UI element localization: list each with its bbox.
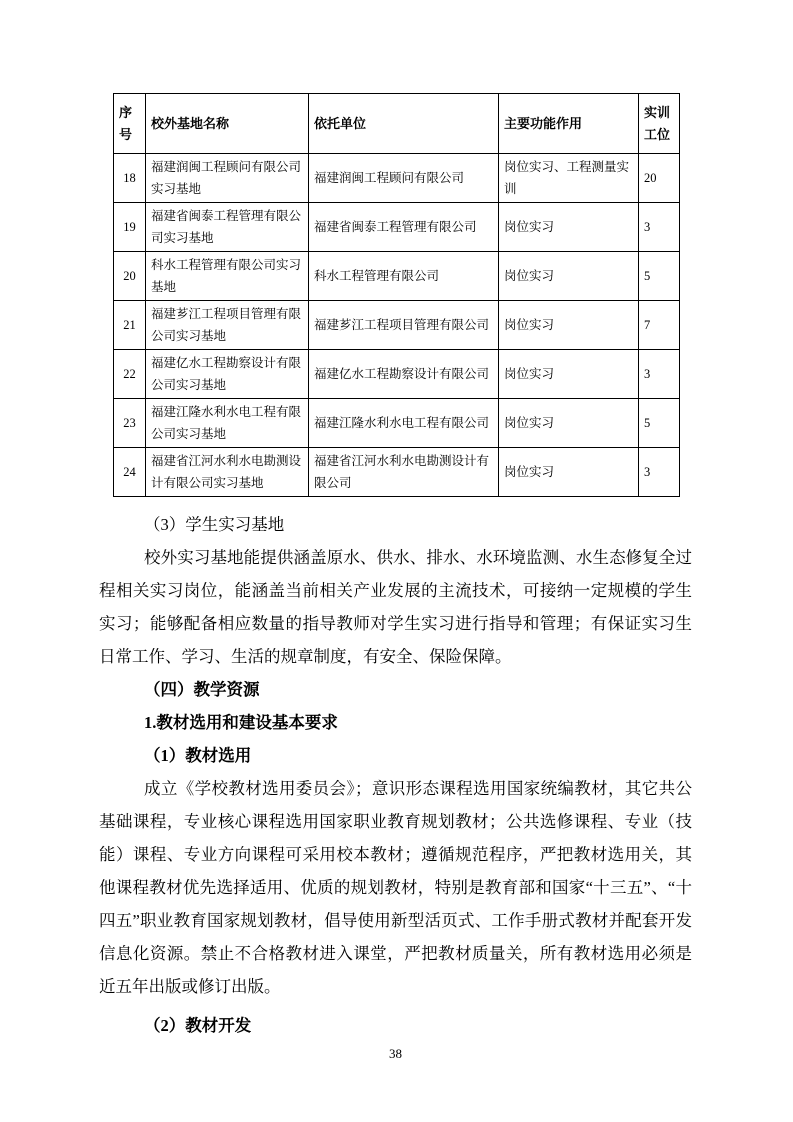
item-heading-textbook-development: （2）教材开发 [144, 1016, 252, 1035]
cell-function: 岗位实习 [499, 399, 639, 448]
cell-base-name: 福建江隆水利水电工程有限公司实习基地 [146, 399, 309, 448]
cell-function: 岗位实习 [499, 448, 639, 497]
table-row [114, 301, 680, 350]
cell-function: 岗位实习、工程测量实训 [499, 154, 639, 203]
cell-function: 岗位实习 [499, 203, 639, 252]
cell-slots: 20 [639, 154, 680, 203]
section-heading-teaching-resources: （四）教学资源 [144, 680, 260, 699]
cell-no: 24 [114, 448, 146, 497]
header-cell-function: 主要功能作用 [499, 94, 639, 154]
cell-slots: 5 [639, 252, 680, 301]
cell-no: 23 [114, 399, 146, 448]
cell-no: 22 [114, 350, 146, 399]
header-cell-no: 序号 [114, 94, 146, 154]
paragraph-textbook-selection: 成立《学校教材选用委员会》；意识形态课程选用国家统编教材，其它共公基础课程，专业核心课程选用国家职业教育规划教材；公共选修课程、专业（技能）课程、专业方向课程可采用校本教材；遵循规范程序，严把教材选用关，其他课程教材优先选择适用、优质的规划教材，特别是教育部和国家“十三五”、“十四五”职业教育国家规划教材，倡导使用新型活页式、工作手册式教材并配套开发信息化资源。禁止不合格教材进入课堂，严把教材质量关，所有教材选用必须是近五年出版或修订出版。 [99, 779, 692, 996]
cell-unit: 福建江隆水利水电工程有限公司 [309, 399, 499, 448]
table-row [114, 350, 680, 399]
cell-slots: 3 [639, 203, 680, 252]
cell-unit: 福建省江河水利水电勘测设计有限公司 [309, 448, 499, 497]
item-heading-textbook-selection: （1）教材选用 [144, 746, 252, 765]
cell-unit: 福建芗江工程项目管理有限公司 [309, 301, 499, 350]
cell-no: 18 [114, 154, 146, 203]
cell-unit: 科水工程管理有限公司 [309, 252, 499, 301]
header-cell-base-name: 校外基地名称 [146, 94, 309, 154]
header-cell-slots: 实训工位 [639, 94, 680, 154]
table-row [114, 203, 680, 252]
cell-slots: 3 [639, 350, 680, 399]
subsection-heading-textbook-requirements: 1.教材选用和建设基本要求 [144, 713, 338, 732]
body-text [99, 508, 692, 1064]
cell-base-name: 福建润闽工程顾问有限公司实习基地 [146, 154, 309, 203]
paragraph-internship-bases: 校外实习基地能提供涵盖原水、供水、排水、水环境监测、水生态修复全过程相关实习岗位，能涵盖当前相关产业发展的主流技术，可接纳一定规模的学生实习；能够配备相应数量的指导教师对学生实习进行指导和管理；有保证实习生日常工作、学习、生活的规章制度，有安全、保险保障。 [99, 548, 692, 666]
cell-no: 21 [114, 301, 146, 350]
cell-function: 岗位实习 [499, 252, 639, 301]
table-row [114, 154, 680, 203]
cell-unit: 福建亿水工程勘察设计有限公司 [309, 350, 499, 399]
cell-base-name: 福建亿水工程勘察设计有限公司实习基地 [146, 350, 309, 399]
cell-function: 岗位实习 [499, 301, 639, 350]
cell-function: 岗位实习 [499, 350, 639, 399]
table-row [114, 448, 680, 497]
section-heading-student-bases: （3）学生实习基地 [144, 515, 285, 534]
cell-slots: 5 [639, 399, 680, 448]
table-header-row [114, 94, 680, 154]
cell-unit: 福建润闽工程顾问有限公司 [309, 154, 499, 203]
header-cell-unit: 依托单位 [309, 94, 499, 154]
cell-base-name: 福建省闽泰工程管理有限公司实习基地 [146, 203, 309, 252]
cell-slots: 7 [639, 301, 680, 350]
page-content [99, 93, 692, 1064]
table-row [114, 252, 680, 301]
cell-base-name: 福建芗江工程项目管理有限公司实习基地 [146, 301, 309, 350]
cell-base-name: 福建省江河水利水电勘测设计有限公司实习基地 [146, 448, 309, 497]
table-row [114, 399, 680, 448]
external-bases-table [113, 93, 680, 497]
page-number: 38 [389, 1046, 402, 1061]
cell-slots: 3 [639, 448, 680, 497]
cell-unit: 福建省闽泰工程管理有限公司 [309, 203, 499, 252]
cell-no: 20 [114, 252, 146, 301]
cell-no: 19 [114, 203, 146, 252]
cell-base-name: 科水工程管理有限公司实习基地 [146, 252, 309, 301]
